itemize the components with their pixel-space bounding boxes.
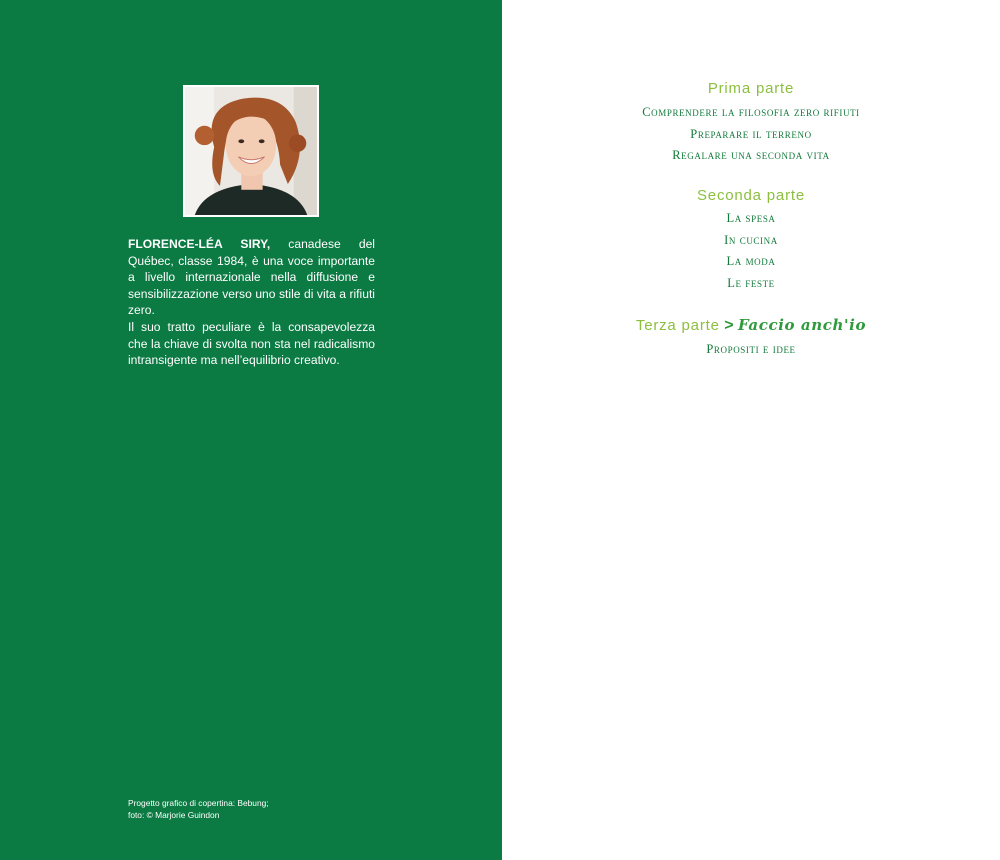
toc-item: La spesa [726,211,776,225]
toc-part-3 [502,316,1000,361]
toc-item: La moda [726,254,776,268]
author-photo [183,85,319,217]
toc-item: Propositi e idee [706,342,796,356]
part-2-title: Seconda parte [697,187,805,204]
toc-part-1 [502,80,1000,167]
toc-item: In cucina [724,232,778,247]
toc-item: Comprendere la filosofia zero rifiuti [642,105,860,119]
toc-item: Le feste [727,275,775,290]
toc-part-2 [502,187,1000,294]
part-3-heading [502,316,1000,335]
toc-item: Preparare il terreno [690,126,812,141]
part-3-title: Terza parte [635,317,720,334]
part-3-subtitle: Faccio anch'io [737,316,867,334]
bio-paragraph-2: Il suo tratto peculiare è la consapevolezza che la chiave di svolta non sta nel radicalismo intransigente ma nell’equilibrio creativo. [128,319,375,368]
arrow-icon: > [724,317,734,334]
toc-item: Regalare una seconda vita [672,148,830,162]
bio-paragraph-1 [128,236,375,319]
portrait-illustration [185,87,317,215]
author-name: FLORENCE-LÉA SIRY, [128,237,271,251]
part-1-title: Prima parte [707,80,795,97]
credits-line-2: foto: © Marjorie Guindon [128,809,220,820]
right-page [502,0,1000,860]
bio-paragraph-1-text: canadese del Québec, classe 1984, è una voce importante a livello internazionale nella diffusione e sensibilizzazione verso uno stile di vita a rifiuti zero. [128,237,375,318]
author-bio [128,236,375,369]
cover-credits [128,798,378,821]
credits-line-1: Progetto grafico di copertina: Bebung; [128,798,269,808]
